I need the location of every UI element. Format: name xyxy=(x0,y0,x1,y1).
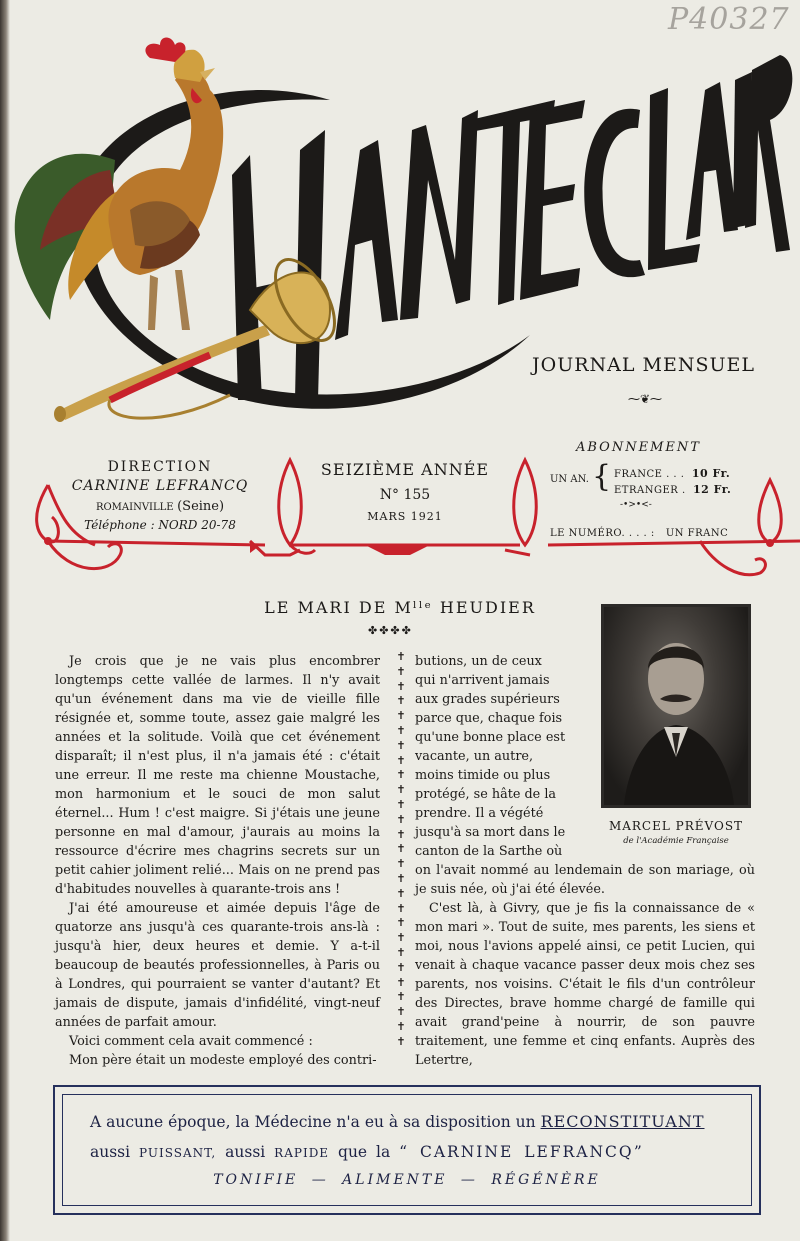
article-right-wide-column xyxy=(415,861,755,1070)
director-telephone: Téléphone : NORD 20-78 xyxy=(84,518,236,532)
subscription-abroad xyxy=(614,483,731,496)
subscription-ornament: -•>•<- xyxy=(620,500,652,510)
issue-date: MARS 1921 xyxy=(367,510,443,523)
text-line: butions, un de ceux xyxy=(415,654,542,669)
issue-year: SEIZIÈME ANNÉE xyxy=(320,460,490,479)
article-right-narrow-column xyxy=(415,652,585,861)
ad-highlight: RECONSTITUANT xyxy=(540,1112,705,1131)
column-divider-ornament: ✝ ✝ ✝ ✝ ✝ ✝ ✝ ✝ ✝ ✝ ✝ ✝ ✝ ✝ ✝ ✝ ✝ ✝ ✝ ✝ ✝ ✝ ✝ ✝ ✝ ✝ ✝ xyxy=(396,650,406,1048)
subscription-france xyxy=(614,467,730,480)
text-line: qui n'arrivent jamais xyxy=(415,673,550,688)
director-region: (Seine) xyxy=(177,499,225,514)
paragraph: Voici comment cela avait commencé : xyxy=(69,1034,313,1049)
ad-word: PUISSANT, xyxy=(139,1146,217,1160)
title-ornament: ✤✤✤✤ xyxy=(368,624,413,637)
photo-caption-title: de l'Académie Française xyxy=(623,836,729,846)
ad-word: RAPIDE xyxy=(274,1146,330,1160)
paragraph: J'ai été amoureuse et aimée depuis l'âge de quatorze ans jusqu'à ces quarante-trois ans-là : jusqu'à hier, deux heures et demie. Y a-t-il beaucoup de beautés professionnelles, à Paris ou à Londres, qui pourraient se vanter d'autant? Et jamais de dispute, jamais d'infidélité, vingt-neuf années de parfait amour. xyxy=(55,901,380,1030)
text-line: parce que, chaque fois xyxy=(415,711,563,726)
paragraph: Mon père était un modeste employé des contri- xyxy=(69,1053,377,1068)
text-line: qu'une bonne place est xyxy=(415,730,566,745)
library-shelfmark: P40327 xyxy=(668,2,790,37)
subscription-brace: { xyxy=(592,459,612,494)
text-line: jusqu'à sa mort dans le xyxy=(415,825,566,840)
france-price: 10 Fr. xyxy=(691,467,731,480)
article-left-column xyxy=(55,652,380,1070)
masthead-subtitle: JOURNAL MENSUEL xyxy=(532,354,755,376)
director-city: ROMAINVILLE xyxy=(95,502,174,513)
single-issue-price: LE NUMÉRO. . . . : UN FRANC xyxy=(550,528,729,539)
issue-number: N° 155 xyxy=(379,487,431,503)
subtitle-ornament: ⁓❦⁓ xyxy=(628,392,663,406)
paragraph: on l'avait nommé au lendemain de son mariage, où je suis née, où j'ai été élevée. xyxy=(415,863,755,897)
text-line: prendre. Il a végété xyxy=(415,806,544,821)
ad-word: que la xyxy=(338,1143,391,1161)
ad-line-1 xyxy=(90,1112,705,1131)
subscription-period: UN AN. xyxy=(550,474,589,485)
abroad-label: ETRANGER . xyxy=(614,485,686,496)
article-title: LE MARI DE Mˡˡᵉ HEUDIER xyxy=(264,598,536,617)
director-address xyxy=(70,500,250,513)
text-line: vacante, un autre, xyxy=(415,749,534,764)
ad-word: aussi xyxy=(90,1143,131,1161)
ad-line-3: TONIFIE — ALIMENTE — RÉGÉNÈRE xyxy=(213,1172,601,1188)
text-line: protégé, se hâte de la xyxy=(415,787,557,802)
france-label: FRANCE . . . xyxy=(614,469,685,480)
paragraph: Je crois que je ne vais plus encombrer longtemps cette vallée de larmes. Il n'y avait qu'un événement dans ma vie de vieille fille résignée et, somme toute, assez gaie malgré les années et la solitude. Voilà que cet événement disparaît; il n'est plus, il n'a jamais été : c'était une erreur. Il me reste ma chienne Moustache, mon harmonium et le souci de mon salut éternel... Hum ! c'est maigre. Si j'étais une jeune personne en mal d'amour, j'aurais au moins la ressource d'écrire mes chagrins secrets sur un petit cahier joliment relié... Mais on ne prend pas d'habitudes nouvelles à quarante-trois ans ! xyxy=(55,654,380,897)
ad-line-2 xyxy=(90,1143,644,1161)
text-line: moins timide ou plus xyxy=(415,768,551,783)
direction-block xyxy=(70,460,250,531)
author-photo xyxy=(601,604,751,808)
ad-word: aussi xyxy=(225,1143,266,1161)
text-line: aux grades supérieurs xyxy=(415,692,560,707)
text-line: canton de la Sarthe où xyxy=(415,844,563,859)
abroad-price: 12 Fr. xyxy=(693,483,732,496)
director-name: CARNINE LEFRANCQ xyxy=(71,478,249,494)
issue-block xyxy=(305,460,505,523)
photo-caption-name: MARCEL PRÉVOST xyxy=(608,819,744,833)
ad-line-1-text: A aucune époque, la Médecine n'a eu à sa disposition un xyxy=(90,1113,536,1131)
author-photo-image xyxy=(604,607,748,805)
paragraph: C'est là, à Givry, que je fis la connaissance de « mon mari ». Tout de suite, mes parents, les siens et moi, nous l'avions appelé ainsi, ce petit Lucien, qui venait à chaque vacance passer deux mois chez ses parents, nos voisins. C'était le fils d'un contrôleur des Directes, brave homme chargé de famille qui avait grand'peine à nourrir, de son pauvre traitement, une femme et cinq enfants. Auprès des Letertre, xyxy=(415,901,755,1068)
direction-label: DIRECTION xyxy=(107,459,213,475)
ad-brand: “ CARNINE LEFRANCQ” xyxy=(399,1143,644,1161)
subscription-heading: ABONNEMENT xyxy=(576,440,701,455)
